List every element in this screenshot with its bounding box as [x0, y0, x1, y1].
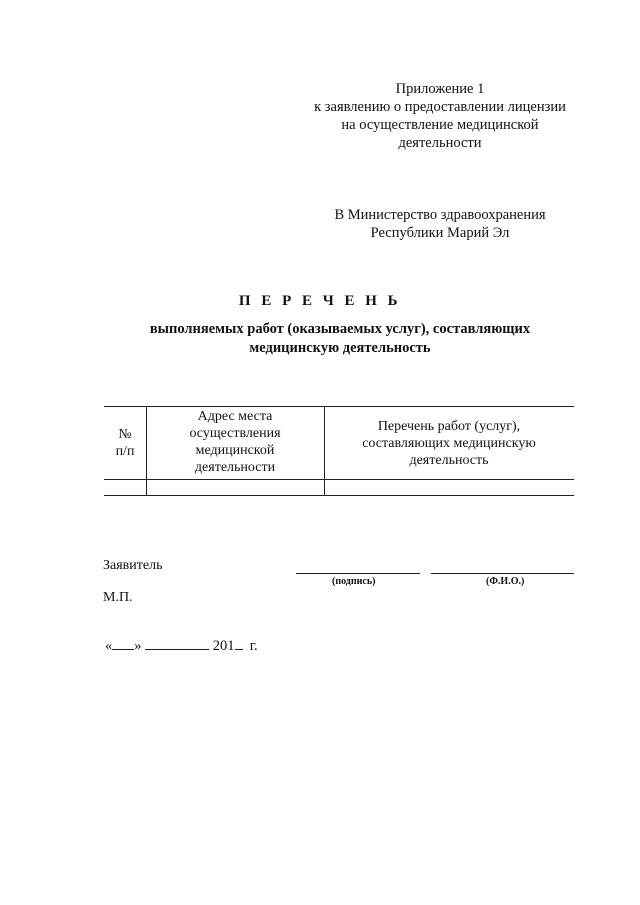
table-border-top [104, 406, 574, 407]
name-caption: (Ф.И.О.) [486, 576, 525, 587]
date-year: 201 [212, 638, 235, 654]
month-blank [145, 638, 209, 650]
table-border-bottom [104, 495, 574, 496]
table-header-number: № п/п [115, 427, 135, 459]
appendix-line: на осуществление медицинской [341, 117, 539, 133]
appendix-line: деятельности [398, 135, 482, 151]
name-line [431, 573, 574, 574]
seal-label: М.П. [103, 590, 133, 605]
table-header-works: Перечень работ (услуг), составляющих медицинскую деятельность [362, 419, 536, 468]
table-header-divider [104, 479, 574, 480]
applicant-label: Заявитель [103, 558, 163, 573]
year-digit-blank [235, 638, 243, 650]
addressee [300, 206, 580, 242]
day-blank [112, 638, 134, 650]
document-subtitle [110, 320, 570, 358]
date-line [105, 638, 258, 655]
appendix-line: Приложение 1 [395, 81, 485, 97]
addressee-line: Республики Марий Эл [370, 225, 510, 241]
document-title: П Е Р Е Ч Е Н Ь [238, 293, 402, 309]
appendix-note [300, 80, 580, 152]
subtitle-line: медицинскую деятельность [249, 340, 431, 356]
subtitle-line: выполняемых работ (оказываемых услуг), составляющих [149, 321, 531, 337]
table-header-address: Адрес места осуществления медицинской деятельности [189, 409, 281, 475]
signature-caption: (подпись) [332, 576, 376, 587]
addressee-line: В Министерство здравоохранения [334, 207, 546, 223]
appendix-line: к заявлению о предоставлении лицензии [314, 99, 566, 115]
signature-line [296, 573, 420, 574]
date-year-suffix: г. [249, 638, 258, 654]
date-close-quote: » [134, 638, 142, 654]
date-open-quote: « [105, 638, 113, 654]
works-table [104, 406, 574, 496]
